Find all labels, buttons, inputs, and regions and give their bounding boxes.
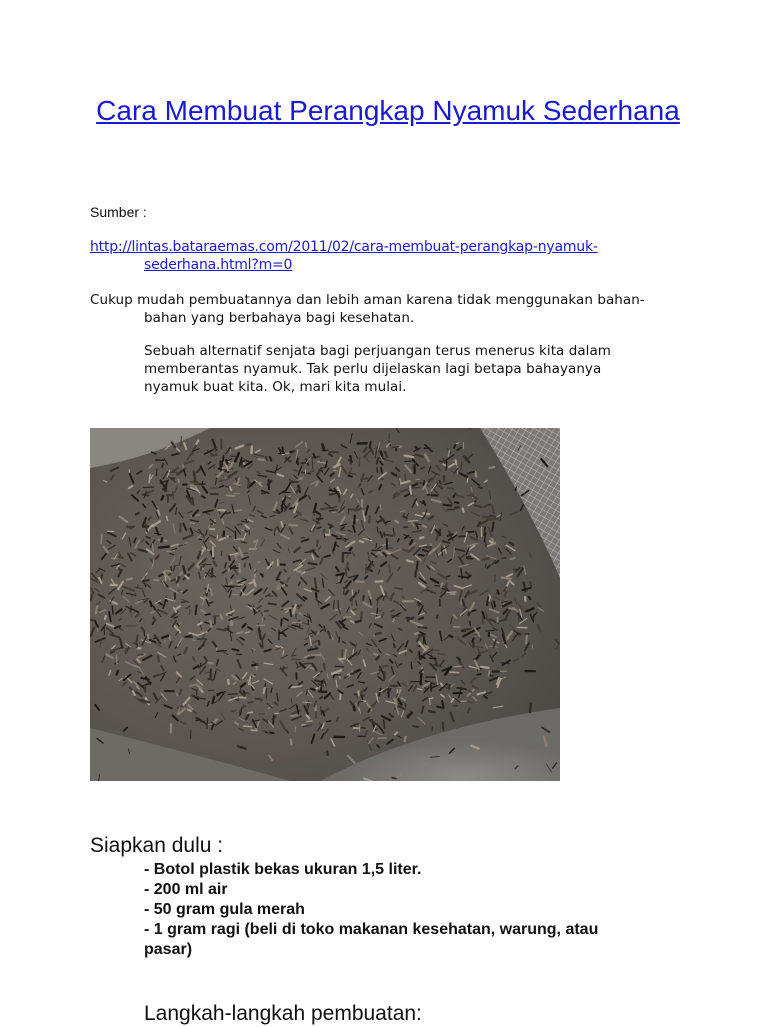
mosquito-mark: [297, 459, 298, 463]
para2-line2: memberantas nyamuk. Tak perlu dijelaskan lagi betapa bahayanya: [90, 360, 690, 378]
mosquito-mark: [448, 450, 449, 456]
mosquito-mark: [319, 691, 326, 692]
mosquito-mark: [228, 680, 229, 684]
mosquito-mark: [127, 579, 132, 580]
mosquito-mark: [305, 552, 313, 553]
mosquito-mark: [90, 620, 94, 621]
source-link-line2: sederhana.html?m=0: [90, 256, 650, 274]
mosquito-mark: [309, 563, 317, 564]
second-paragraph: [90, 342, 690, 396]
mosquito-mark: [178, 479, 179, 482]
mosquito-mark: [250, 515, 255, 516]
mosquito-mark: [344, 617, 351, 618]
mosquito-mark: [384, 720, 385, 728]
mosquito-mark: [335, 666, 343, 667]
mosquito-mark: [376, 581, 383, 582]
mosquito-mark: [333, 675, 334, 678]
mosquito-mark: [502, 578, 511, 579]
mosquito-mark: [230, 450, 231, 453]
mosquito-mark: [291, 715, 297, 716]
mosquito-mark: [454, 445, 455, 448]
mosquito-mark: [423, 501, 425, 505]
mosquito-mark: [487, 519, 497, 520]
mosquito-mark: [345, 650, 346, 659]
mosquito-mark: [167, 517, 168, 521]
mosquito-mark: [374, 654, 377, 656]
mosquito-mark: [497, 591, 498, 594]
mosquito-mark: [232, 711, 236, 712]
mosquito-mark: [154, 675, 158, 677]
mosquito-mark: [392, 778, 396, 779]
mosquito-mark: [198, 539, 202, 540]
mosquito-mark: [483, 558, 489, 560]
mosquito-mark: [347, 567, 348, 570]
list-item: - 50 gram gula merah: [144, 900, 664, 920]
mosquito-mark: [442, 701, 443, 707]
mosquito-mark: [352, 590, 353, 595]
mosquito-mark: [350, 548, 352, 550]
mosquito-mark: [91, 595, 92, 600]
mosquito-mark: [267, 720, 268, 724]
mosquito-mark: [423, 550, 428, 551]
mosquito-mark: [281, 522, 282, 527]
mosquito-mark: [289, 525, 297, 526]
mosquito-mark: [270, 457, 272, 461]
mosquito-mark: [201, 632, 208, 633]
mosquito-mark: [437, 615, 438, 618]
mosquito-mark: [333, 601, 334, 609]
source-link[interactable]: [90, 239, 650, 274]
mosquito-mark: [138, 655, 144, 656]
mosquito-mark: [389, 565, 390, 573]
mosquito-mark: [375, 633, 381, 634]
mosquito-mark: [196, 605, 197, 614]
mosquito-mark: [459, 536, 465, 537]
mosquito-mark: [229, 557, 230, 560]
mosquito-mark: [447, 488, 453, 489]
mosquito-mark: [443, 464, 446, 466]
mosquito-mark: [339, 658, 345, 659]
mosquito-mark: [490, 467, 495, 468]
mosquito-mark: [490, 516, 495, 517]
mosquito-mark: [233, 586, 240, 587]
mosquito-mark: [428, 495, 438, 496]
mosquito-mark: [325, 556, 330, 557]
mosquito-mark: [307, 721, 312, 722]
mosquito-mark: [410, 486, 411, 494]
list-item: - Botol plastik bekas ukuran 1,5 liter.: [144, 860, 664, 880]
mosquito-mark: [339, 610, 340, 614]
mosquito-mark: [291, 740, 292, 745]
mosquito-mark: [369, 516, 370, 522]
mosquito-mark: [444, 505, 452, 506]
title-link[interactable]: Cara Membuat Perangkap Nyamuk Sederhana: [96, 95, 680, 126]
mosquito-mark: [467, 478, 468, 483]
mosquito-mark: [395, 521, 398, 523]
mosquito-mark: [360, 541, 364, 542]
mosquito-mark: [321, 508, 327, 509]
mosquito-mark: [210, 621, 211, 628]
mosquito-mark: [369, 491, 372, 492]
mosquito-mark: [227, 513, 231, 514]
mosquito-mark: [112, 606, 113, 614]
mosquito-mark: [419, 618, 423, 620]
mosquito-mark: [495, 575, 496, 581]
mosquito-mark: [194, 471, 195, 481]
mosquito-mark: [416, 447, 418, 449]
mosquito-mark: [159, 547, 169, 548]
mosquito-mark: [361, 478, 368, 479]
mosquito-mark: [248, 712, 253, 713]
photo-graphic: [90, 428, 560, 781]
mosquito-mark: [162, 464, 163, 467]
mosquito-mark: [358, 701, 363, 702]
mosquito-mark: [150, 602, 152, 607]
mosquito-mark: [161, 538, 162, 541]
mosquito-mark: [241, 542, 246, 543]
mosquito-mark: [413, 726, 418, 727]
mosquito-mark: [490, 541, 493, 543]
mosquito-mark: [437, 707, 443, 708]
mosquito-mark: [206, 614, 210, 615]
mosquito-mark: [188, 710, 192, 712]
mosquito-mark: [368, 553, 369, 558]
mosquito-mark: [472, 638, 473, 642]
mosquito-mark: [115, 626, 120, 628]
mosquito-mark: [281, 619, 282, 625]
mosquito-mark: [502, 537, 505, 538]
mosquito-mark: [447, 576, 450, 577]
mosquito-mark: [337, 718, 338, 721]
mosquito-mark: [481, 667, 489, 668]
mosquito-mark: [339, 637, 340, 641]
mosquito-mark: [476, 472, 477, 477]
para2-line3: nyamuk buat kita. Ok, mari kita mulai.: [90, 378, 690, 396]
prepare-heading: Siapkan dulu :: [90, 833, 223, 859]
mosquito-mark: [415, 571, 416, 576]
mosquito-mark: [400, 479, 401, 482]
mosquito-mark: [526, 636, 527, 643]
para2-line1: Sebuah alternatif senjata bagi perjuangan terus menerus kita dalam: [90, 342, 690, 360]
mosquito-mark: [380, 505, 381, 509]
mosquito-mark: [217, 535, 218, 538]
mosquito-mark: [101, 534, 102, 543]
mosquito-mark: [266, 457, 267, 461]
mosquito-mark: [229, 568, 230, 572]
mosquito-mark: [354, 707, 355, 710]
mosquito-mark: [408, 521, 418, 522]
mosquito-mark: [415, 633, 418, 635]
mosquito-mark: [218, 510, 225, 511]
mosquito-mark: [221, 615, 222, 619]
mosquito-mark: [405, 456, 414, 458]
mosquito-mark: [105, 616, 106, 619]
mosquito-mark: [489, 671, 490, 676]
mosquito-mark: [362, 696, 363, 699]
mosquito-mark: [418, 627, 426, 628]
mosquito-mark: [244, 563, 245, 567]
mosquito-mark: [391, 610, 394, 611]
list-item: pasar): [144, 940, 664, 960]
mosquito-mark: [265, 611, 269, 612]
mosquito-mark: [417, 562, 418, 570]
mosquito-mark: [390, 686, 400, 687]
mosquito-mark: [229, 615, 232, 616]
mosquito-mark: [316, 512, 319, 514]
mosquito-mark: [430, 698, 433, 699]
mosquito-mark: [418, 603, 419, 606]
mosquito-mark: [351, 673, 354, 674]
mosquito-mark: [411, 662, 412, 669]
mosquito-mark: [232, 622, 233, 625]
mosquito-mark: [249, 582, 252, 583]
mosquito-mark: [144, 487, 154, 488]
mosquito-mark: [275, 528, 276, 535]
mosquito-mark: [181, 436, 182, 446]
mosquito-mark: [446, 584, 447, 588]
mosquito-mark: [423, 513, 429, 514]
mosquito-mark: [456, 460, 457, 464]
mosquito-mark: [363, 596, 364, 600]
mosquito-mark: [359, 484, 361, 487]
mosquito-mark: [345, 569, 346, 576]
mosquito-mark: [420, 537, 424, 538]
mosquito-mark: [247, 444, 251, 445]
mosquito-mark: [381, 452, 382, 457]
mosquito-mark: [158, 656, 159, 662]
mosquito-mark: [405, 704, 406, 707]
mosquito-mark: [477, 674, 481, 675]
ingredients-list: [144, 860, 664, 960]
mosquito-mark: [327, 721, 331, 722]
mosquito-mark: [383, 666, 389, 667]
mosquito-mark: [174, 565, 179, 566]
mosquito-mark: [356, 621, 361, 622]
mosquito-mark: [303, 702, 311, 703]
mosquito-mark: [530, 703, 531, 712]
mosquito-mark: [269, 604, 276, 605]
mosquito-mark: [197, 690, 198, 695]
mosquito-mark: [419, 652, 420, 658]
mosquito-mark: [96, 606, 97, 614]
mosquito-mark: [487, 597, 489, 605]
intro-line1: Cukup mudah pembuatannya dan lebih aman karena tidak menggunakan bahan-: [90, 292, 645, 308]
mosquito-mark: [244, 726, 252, 727]
mosquito-mark: [223, 456, 224, 461]
mosquito-mark: [315, 680, 322, 682]
mosquito-mark: [430, 700, 431, 705]
mosquito-mark: [419, 555, 424, 556]
mosquito-mark: [196, 720, 199, 721]
mosquito-mark: [394, 644, 395, 647]
mosquito-mark: [421, 674, 422, 684]
mosquito-mark: [405, 737, 406, 741]
mosquito-mark: [333, 470, 337, 471]
mosquito-mark: [494, 601, 495, 606]
mosquito-mark: [228, 694, 237, 695]
mosquito-mark: [324, 534, 325, 537]
mosquito-mark: [444, 459, 445, 462]
mosquito-mark: [430, 650, 439, 651]
mosquito-mark: [325, 664, 326, 671]
mosquito-mark: [207, 718, 208, 728]
mosquito-mark: [441, 584, 442, 587]
mosquito-mark: [275, 703, 278, 705]
mosquito-mark: [311, 689, 315, 690]
mosquito-mark: [136, 513, 139, 515]
mosquito-mark: [317, 540, 318, 546]
mosquito-mark: [217, 651, 226, 652]
mosquito-mark: [166, 570, 171, 571]
mosquito-mark: [449, 636, 452, 637]
mosquito-mark: [162, 496, 164, 500]
mosquito-mark: [443, 723, 444, 731]
mosquito-mark: [264, 688, 265, 693]
mosquito-mark: [304, 663, 311, 664]
mosquito-mark: [354, 516, 355, 524]
intro-paragraph: [90, 291, 690, 327]
mosquito-mark: [463, 508, 464, 511]
list-item: - 1 gram ragi (beli di toko makanan kesehatan, warung, atau: [144, 920, 664, 940]
mosquito-mark: [119, 557, 123, 558]
mosquito-mark: [515, 487, 516, 490]
mosquito-mark: [405, 475, 406, 481]
mosquito-mark: [484, 696, 487, 698]
mosquito-mark: [393, 447, 398, 448]
mosquito-mark: [226, 486, 229, 487]
mosquito-mark: [285, 608, 291, 609]
mosquito-mark: [258, 459, 266, 460]
mosquito-mark: [306, 443, 307, 447]
mosquito-mark: [349, 476, 352, 477]
mosquito-mark: [156, 469, 157, 476]
mosquito-mark: [386, 654, 389, 655]
mosquito-mark: [238, 478, 239, 483]
mosquito-mark: [241, 530, 245, 531]
mosquito-mark: [359, 458, 360, 467]
mosquito-mark: [143, 495, 148, 496]
mosquito-mark: [486, 612, 487, 617]
mosquito-mark: [191, 485, 195, 486]
page-title: [88, 93, 688, 129]
mosquito-mark: [213, 697, 215, 703]
mosquito-mark: [237, 584, 243, 585]
mosquito-mark: [327, 752, 328, 755]
source-label: Sumber :: [90, 203, 147, 221]
dead-mosquitoes-photo: [90, 428, 560, 781]
mosquito-mark: [379, 610, 382, 611]
mosquito-mark: [424, 481, 425, 485]
mosquito-mark: [381, 468, 382, 473]
mosquito-mark: [248, 605, 251, 606]
mosquito-mark: [450, 672, 459, 673]
source-link-line1: http://lintas.bataraemas.com/2011/02/cara-membuat-perangkap-nyamuk-: [90, 239, 598, 255]
mosquito-mark: [479, 487, 482, 488]
mosquito-mark: [384, 535, 392, 536]
mosquito-mark: [431, 757, 440, 758]
mosquito-mark: [180, 524, 181, 532]
mosquito-mark: [514, 569, 518, 570]
mosquito-mark: [425, 645, 428, 647]
mosquito-mark: [358, 590, 359, 593]
mosquito-mark: [455, 502, 458, 503]
mosquito-mark: [429, 711, 435, 712]
mosquito-mark: [366, 565, 367, 573]
mosquito-mark: [217, 647, 218, 651]
mosquito-mark: [492, 523, 493, 532]
mosquito-mark: [505, 592, 507, 596]
steps-heading: Langkah-langkah pembuatan:: [144, 1001, 422, 1027]
mosquito-mark: [361, 613, 362, 621]
source-link-block: [90, 238, 650, 274]
mosquito-mark: [208, 663, 212, 664]
mosquito-mark: [201, 567, 202, 570]
mosquito-mark: [252, 665, 257, 666]
mosquito-mark: [438, 654, 445, 655]
mosquito-mark: [292, 659, 300, 660]
mosquito-mark: [190, 523, 194, 524]
mosquito-mark: [431, 685, 432, 692]
mosquito-mark: [226, 495, 234, 496]
intro-line2: bahan yang berbahaya bagi kesehatan.: [90, 309, 690, 327]
mosquito-mark: [347, 563, 348, 567]
mosquito-mark: [210, 602, 213, 603]
list-item: - 200 ml air: [144, 880, 664, 900]
mosquito-mark: [282, 447, 283, 452]
mosquito-mark: [282, 667, 283, 671]
mosquito-mark: [240, 697, 246, 698]
mosquito-mark: [143, 580, 149, 581]
mosquito-mark: [252, 649, 253, 653]
mosquito-mark: [470, 621, 471, 625]
mosquito-mark: [256, 699, 263, 700]
